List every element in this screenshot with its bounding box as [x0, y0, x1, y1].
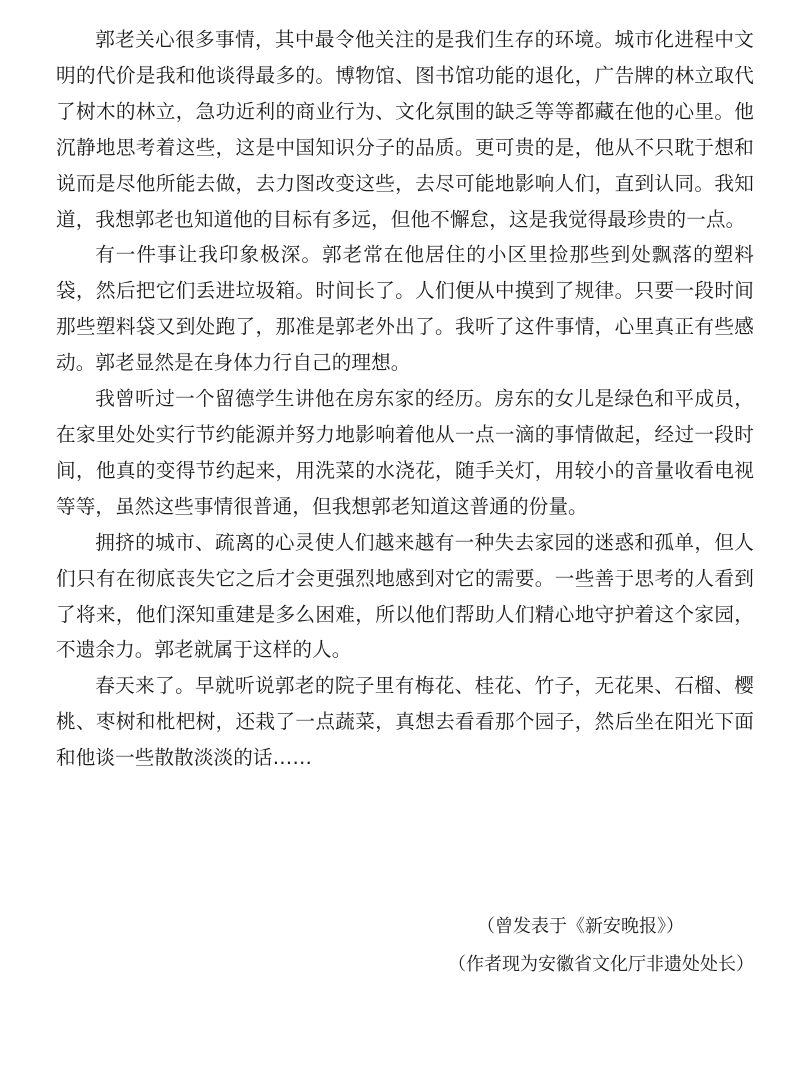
paragraph-2: 有一件事让我印象极深。郭老常在他居住的小区里捡那些到处飘落的塑料袋，然后把它们丢进垃圾箱。时间长了。人们便从中摸到了规律。只要一段时间那些塑料袋又到处跑了，那准是郭老外出了。我听了这件事情，心里真正有些感动。郭老显然是在身体力行自己的理想。 [56, 243, 754, 375]
publication-source: （曾发表于《新安晚报》） [477, 916, 684, 937]
paragraph-1: 郭老关心很多事情，其中最令他关注的是我们生存的环境。城市化进程中文明的代价是我和他谈得最多的。博物馆、图书馆功能的退化，广告牌的林立取代了树木的林立，急功近利的商业行为、文化氛围的缺乏等等都藏在他的心里。他沉静地思考着这些，这是中国知识分子的品质。更可贵的是，他从不只耽于想和说而是尽他所能去做，去力图改变这些，去尽可能地影响人们，直到认同。我知道，我想郭老也知道他的目标有多远，但他不懈怠，这是我觉得最珍贵的一点。 [56, 28, 754, 231]
article-body [56, 22, 754, 776]
paragraph-4: 拥挤的城市、疏离的心灵使人们越来越有一种失去家园的迷惑和孤单，但人们只有在彻底丧失它之后才会更强烈地感到对它的需要。一些善于思考的人看到了将来，他们深知重建是多么困难，所以他们帮助人们精心地守护着这个家园，不遗余力。郭老就属于这样的人。 [56, 530, 754, 662]
paragraph-3: 我曾听过一个留德学生讲他在房东家的经历。房东的女儿是绿色和平成员，在家里处处实行节约能源并努力地影响着他从一点一滴的事情做起，经过一段时间，他真的变得节约起来，用洗菜的水浇花，随手关灯，用较小的音量收看电视等等，虽然这些事情很普通，但我想郭老知道这普通的份量。 [56, 387, 754, 518]
author-note: （作者现为安徽省文化厅非遗处处长） [448, 954, 754, 975]
article-footer [448, 908, 754, 984]
paragraph-5: 春天来了。早就听说郭老的院子里有梅花、桂花、竹子，无花果、石榴、樱桃、枣树和枇杷树，还栽了一点蔬菜，真想去看看那个园子，然后坐在阳光下面和他谈一些散散淡淡的话…… [56, 674, 754, 770]
